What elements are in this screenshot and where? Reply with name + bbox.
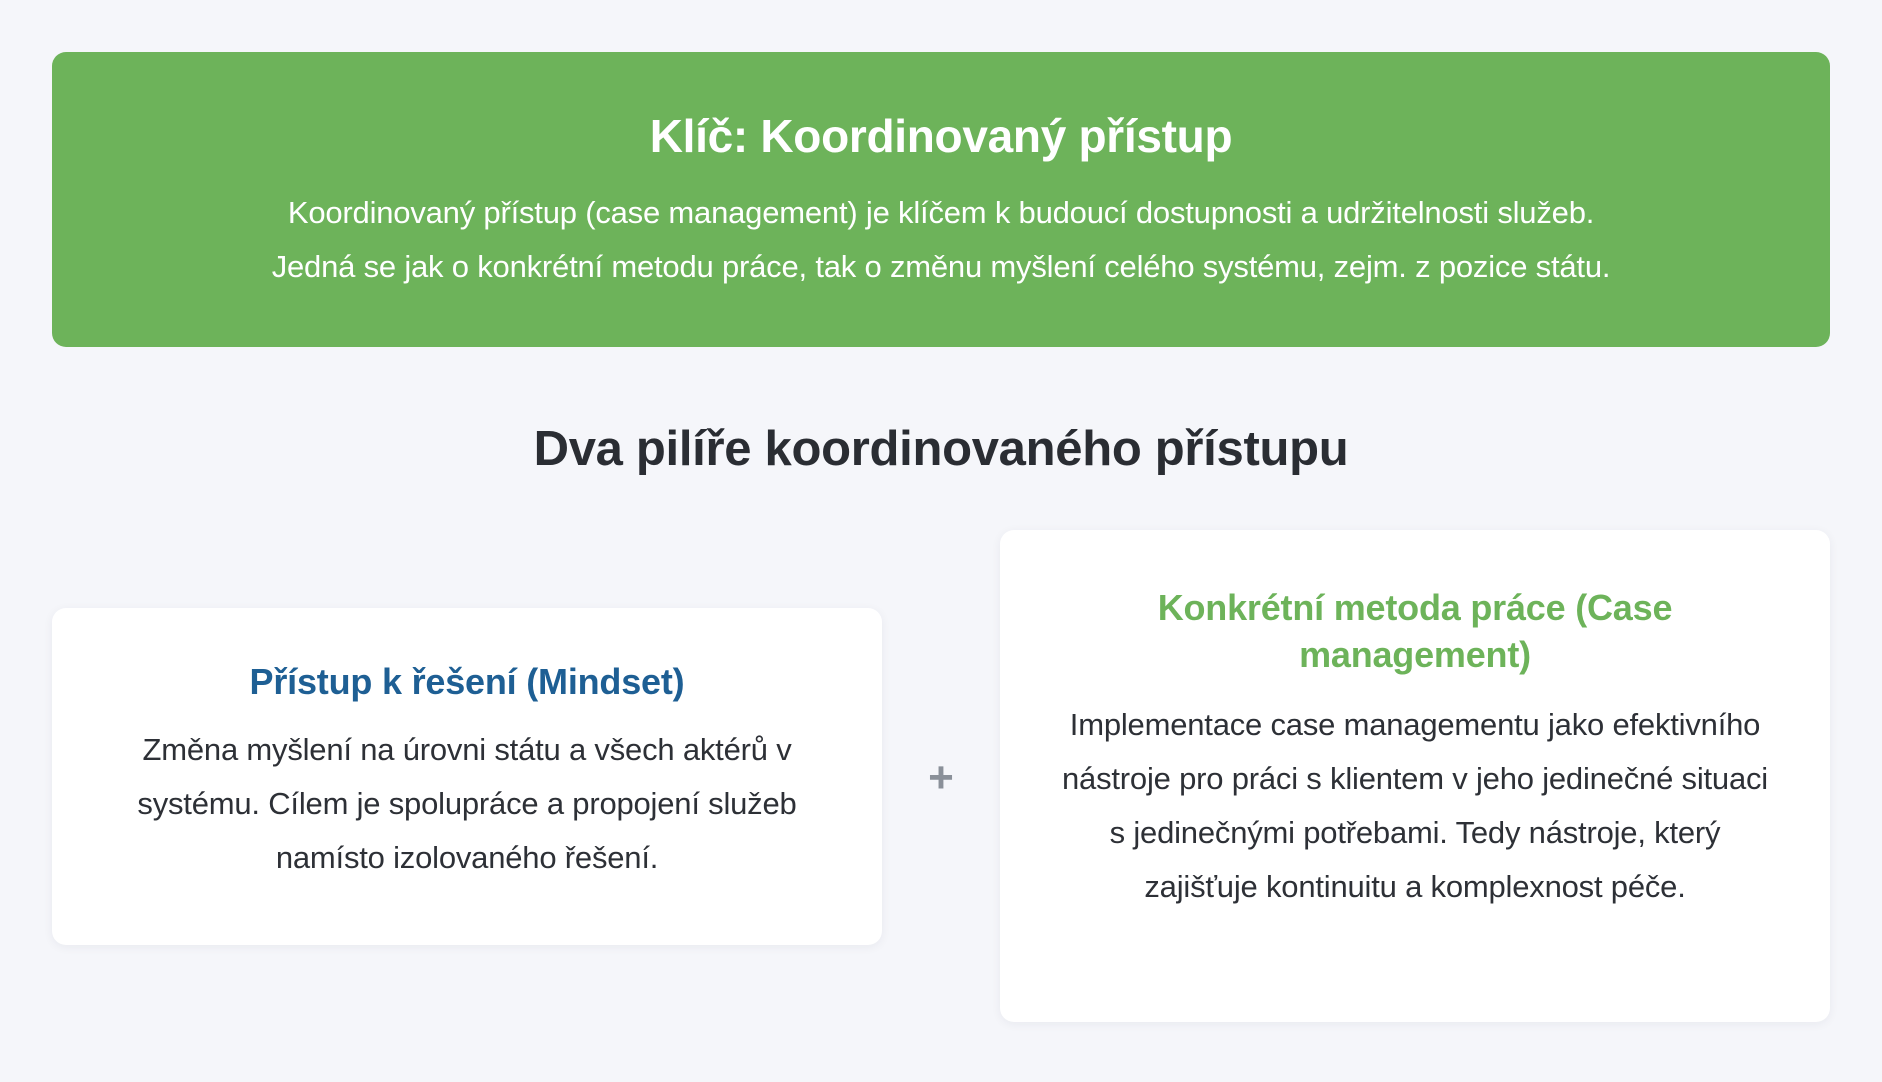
banner-line-1: Koordinovaný přístup (case management) je klíčem k budoucí dostupnosti a udržitelnosti služeb. <box>287 195 1595 230</box>
pillar-title-mindset: Přístup k řešení (Mindset) <box>249 661 685 702</box>
pillar-card-case-management <box>1000 530 1830 1022</box>
banner-line-2: Jedná se jak o konkrétní metodu práce, tak o změnu myšlení celého systému, zejm. z pozice státu. <box>271 249 1611 284</box>
section-title: Dva pilíře koordinovaného přístupu <box>533 422 1349 476</box>
pillar-text-mindset: Změna myšlení na úrovni státu a všech aktérů v systému. Cílem je spolupráce a propojení služeb namísto izolovaného řešení. <box>137 732 797 875</box>
banner-description <box>52 186 1830 294</box>
pillar-text-case-management: Implementace case managementu jako efektivního nástroje pro práci s klientem v jeho jedinečné situaci s jedinečnými potřebami. Tedy nástroje, který zajišťuje kontinuitu a komplexnost péče. <box>1061 707 1768 904</box>
key-banner <box>52 52 1830 347</box>
banner-title: Klíč: Koordinovaný přístup <box>649 110 1233 162</box>
plus-icon: + <box>928 753 954 802</box>
pillar-card-mindset <box>52 608 882 945</box>
pillar-title-case-management: Konkrétní metoda práce (Case management) <box>1157 587 1673 675</box>
